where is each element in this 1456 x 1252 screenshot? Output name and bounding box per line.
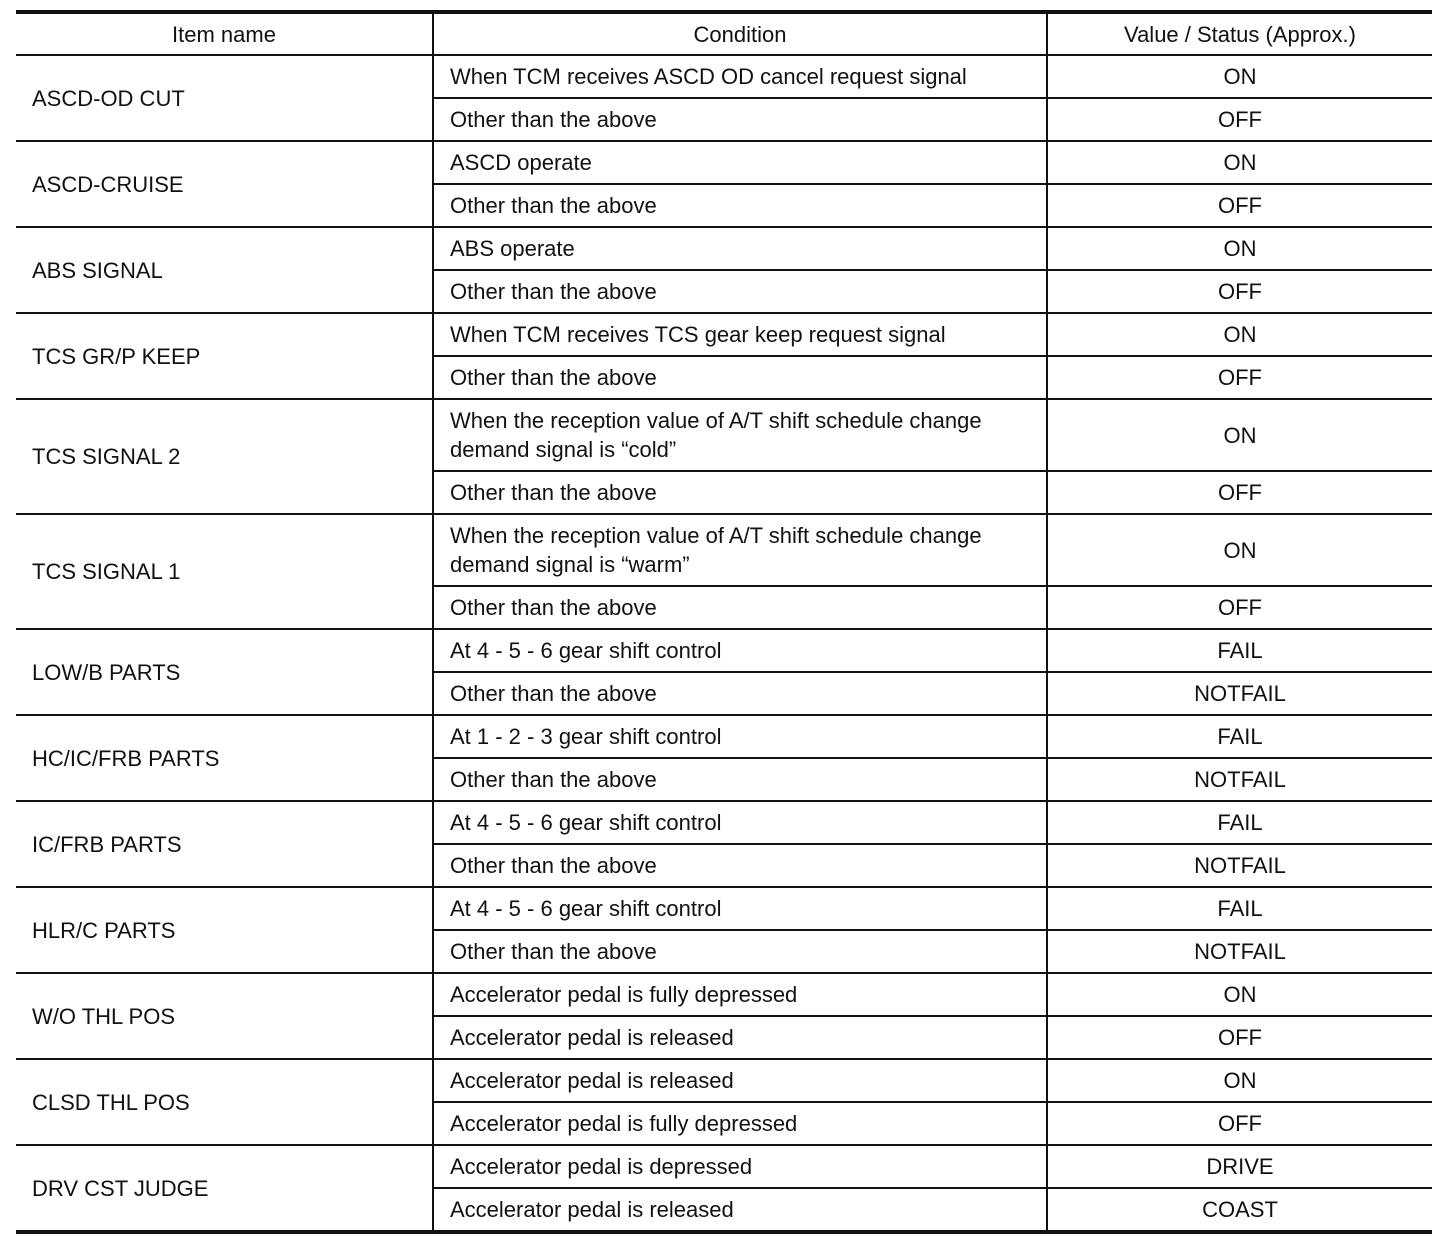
condition-cell: Accelerator pedal is fully depressed <box>433 973 1047 1016</box>
item-name-cell: TCS SIGNAL 2 <box>16 399 433 514</box>
condition-cell: Accelerator pedal is depressed <box>433 1145 1047 1188</box>
value-status-cell: OFF <box>1047 1102 1432 1145</box>
value-status-cell: OFF <box>1047 1016 1432 1059</box>
table-row <box>16 55 1432 98</box>
condition-cell: When the reception value of A/T shift schedule change demand signal is “cold” <box>433 399 1047 471</box>
value-status-cell: OFF <box>1047 471 1432 514</box>
item-name-cell: IC/FRB PARTS <box>16 801 433 887</box>
header-value-status: Value / Status (Approx.) <box>1047 12 1432 55</box>
item-name-cell: LOW/B PARTS <box>16 629 433 715</box>
condition-cell: When the reception value of A/T shift schedule change demand signal is “warm” <box>433 514 1047 586</box>
item-name-cell: TCS SIGNAL 1 <box>16 514 433 629</box>
item-name-cell: CLSD THL POS <box>16 1059 433 1145</box>
value-status-cell: COAST <box>1202 1197 1278 1222</box>
value-status-cell: ON <box>1047 973 1432 1016</box>
condition-cell: Other than the above <box>433 844 1047 887</box>
table-row <box>16 1059 1432 1102</box>
item-name-cell: W/O THL POS <box>16 973 433 1059</box>
table-row <box>16 399 1432 471</box>
header-item-name: Item name <box>16 12 433 55</box>
table-row <box>16 801 1432 844</box>
value-status-cell: ON <box>1047 399 1432 471</box>
value-status-cell: NOTFAIL <box>1047 844 1432 887</box>
condition-cell: Other than the above <box>433 270 1047 313</box>
value-status-cell: OFF <box>1047 184 1432 227</box>
table-body <box>16 55 1432 1232</box>
condition-cell: Other than the above <box>433 672 1047 715</box>
value-status-cell: FAIL <box>1047 801 1432 844</box>
value-status-cell: FAIL <box>1047 887 1432 930</box>
header-condition: Condition <box>433 12 1047 55</box>
condition-cell: When TCM receives TCS gear keep request signal <box>433 313 1047 356</box>
value-status-cell: ON <box>1047 55 1432 98</box>
value-status-cell: OFF <box>1047 98 1432 141</box>
header-row <box>16 12 1432 55</box>
condition-cell: ABS operate <box>433 227 1047 270</box>
table-row <box>16 514 1432 586</box>
condition-cell: At 4 - 5 - 6 gear shift control <box>433 887 1047 930</box>
table-header <box>16 12 1432 55</box>
table-row <box>16 141 1432 184</box>
condition-cell: Other than the above <box>433 184 1047 227</box>
condition-cell: When TCM receives ASCD OD cancel request signal <box>433 55 1047 98</box>
value-status-cell: NOTFAIL <box>1047 672 1432 715</box>
value-status-cell: ON <box>1047 141 1432 184</box>
condition-cell: Other than the above <box>433 356 1047 399</box>
condition-cell: Other than the above <box>433 930 1047 973</box>
item-name-cell: ASCD-OD CUT <box>16 55 433 141</box>
item-name-cell: ASCD-CRUISE <box>16 141 433 227</box>
value-status-cell: OFF <box>1047 270 1432 313</box>
item-name-cell: DRV CST JUDGE <box>16 1145 433 1232</box>
value-status-cell: ON <box>1047 227 1432 270</box>
condition-cell: At 1 - 2 - 3 gear shift control <box>433 715 1047 758</box>
condition-cell: At 4 - 5 - 6 gear shift control <box>433 801 1047 844</box>
table-row <box>16 313 1432 356</box>
condition-cell: Other than the above <box>433 586 1047 629</box>
condition-cell: Other than the above <box>433 758 1047 801</box>
condition-cell: Accelerator pedal is fully depressed <box>433 1102 1047 1145</box>
condition-cell: Accelerator pedal is released <box>433 1059 1047 1102</box>
spec-table <box>16 10 1432 1234</box>
condition-cell: ASCD operate <box>433 141 1047 184</box>
item-name-cell: HC/IC/FRB PARTS <box>16 715 433 801</box>
value-status-cell: ON <box>1047 313 1432 356</box>
condition-cell: At 4 - 5 - 6 gear shift control <box>433 629 1047 672</box>
table-row <box>16 887 1432 930</box>
table-row <box>16 715 1432 758</box>
condition-cell: Other than the above <box>433 471 1047 514</box>
value-status-cell: NOTFAIL <box>1047 758 1432 801</box>
item-name-cell: HLR/C PARTS <box>16 887 433 973</box>
condition-cell: Accelerator pedal is released <box>433 1016 1047 1059</box>
condition-cell: Other than the above <box>433 98 1047 141</box>
item-name-cell: TCS GR/P KEEP <box>16 313 433 399</box>
table-row <box>16 629 1432 672</box>
table-row <box>16 1145 1432 1188</box>
value-status-cell: NOTFAIL <box>1047 930 1432 973</box>
table-row <box>16 973 1432 1016</box>
condition-cell: Accelerator pedal is released <box>433 1188 1047 1232</box>
value-status-cell: OFF <box>1047 586 1432 629</box>
value-status-cell: FAIL <box>1047 715 1432 758</box>
value-status-cell: OFF <box>1047 356 1432 399</box>
value-status-cell: ON <box>1047 1059 1432 1102</box>
value-status-cell: FAIL <box>1047 629 1432 672</box>
table-row <box>16 227 1432 270</box>
item-name-cell: ABS SIGNAL <box>16 227 433 313</box>
value-status-cell: ON <box>1047 514 1432 586</box>
value-status-cell: DRIVE <box>1047 1145 1432 1188</box>
